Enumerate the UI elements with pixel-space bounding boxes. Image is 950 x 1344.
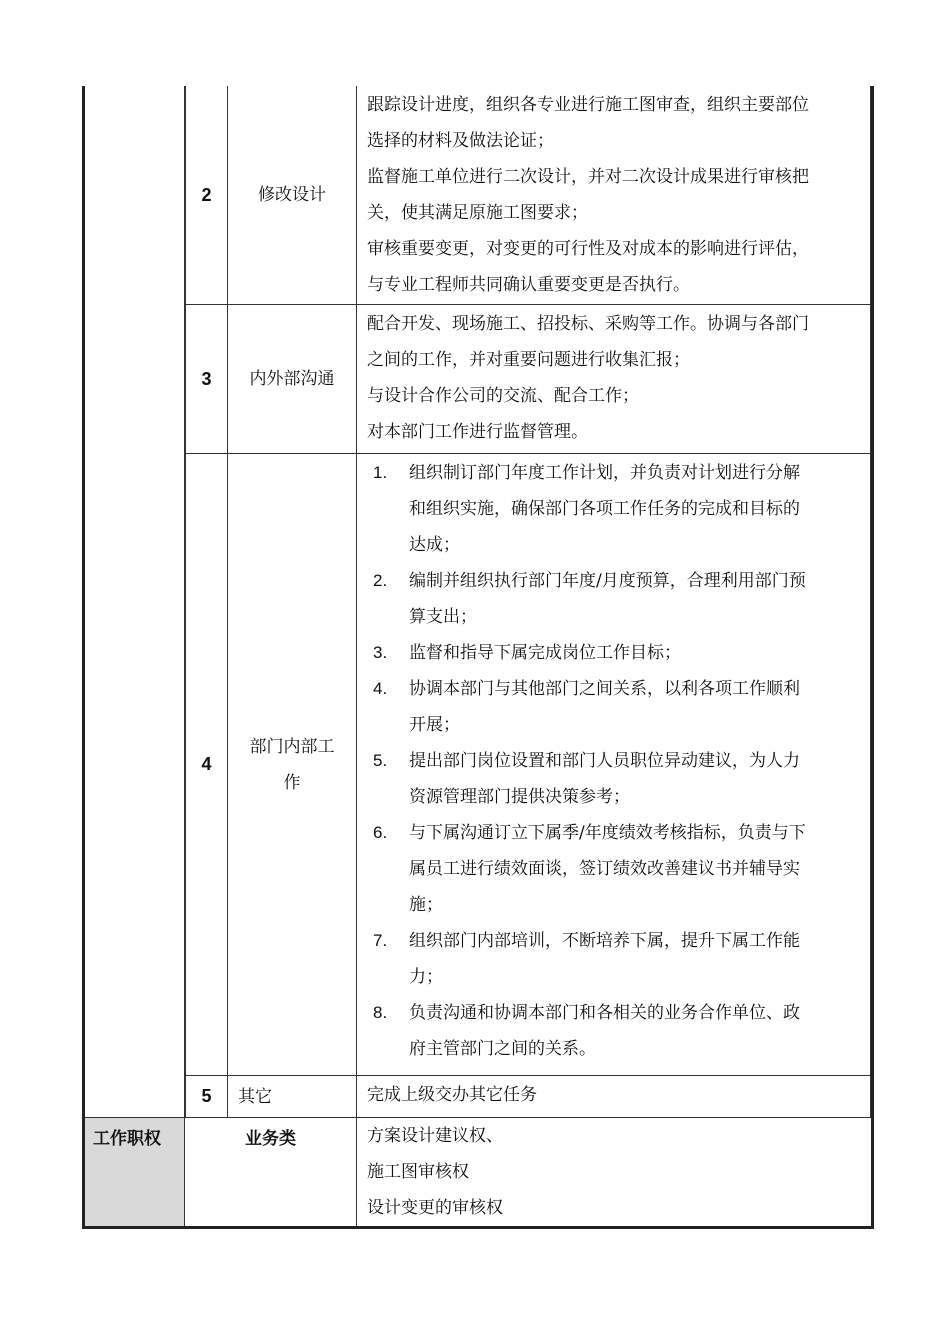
duty-list: [357, 455, 862, 1067]
list-item: 4. 协调本部门与其他部门之间关系，以利各项工作顺利 开展；: [373, 679, 800, 735]
row-task: [227, 453, 357, 1076]
content-line: 方案设计建议权、: [367, 1126, 503, 1146]
list-item: 7. 组织部门内部培训，不断培养下属，提升下属工作能 力；: [373, 931, 800, 987]
row-task: 内外部沟通: [227, 304, 357, 454]
content-line: 设计变更的审核权: [367, 1198, 503, 1218]
authority-label: 工作职权: [85, 1117, 185, 1226]
content-line: 跟踪设计进度，组织各专业进行施工图审查，组织主要部位: [367, 95, 809, 115]
list-item: 3. 监督和指导下属完成岗位工作目标；: [373, 643, 681, 663]
list-item: 8. 负责沟通和协调本部门和各相关的业务合作单位、政 府主管部门之间的关系。: [373, 1003, 800, 1059]
row-number: 2: [185, 86, 228, 305]
row-content: [356, 453, 871, 1076]
task-line: 作: [283, 772, 301, 793]
authority-category: 业务类: [184, 1117, 357, 1226]
content-line: 监督施工单位进行二次设计，并对二次设计成果进行审核把: [367, 167, 809, 187]
content-line: 之间的工作，并对重要问题进行收集汇报；: [367, 350, 690, 370]
content-line: 关，使其满足原施工图要求；: [367, 203, 588, 223]
row-content: [356, 304, 871, 454]
row-content: [356, 86, 871, 305]
row-number: 4: [185, 453, 228, 1076]
content-line: 审核重要变更，对变更的可行性及对成本的影响进行评估，: [367, 239, 809, 259]
task-line: 部门内部工: [249, 736, 335, 757]
row-number: 5: [185, 1075, 228, 1118]
content-line: 与专业工程师共同确认重要变更是否执行。: [367, 275, 690, 295]
row-number: 3: [185, 304, 228, 454]
content-line: 与设计合作公司的交流、配合工作；: [367, 386, 639, 406]
row-content: [356, 1075, 871, 1118]
content-line: 对本部门工作进行监督管理。: [367, 422, 588, 442]
row-task: 修改设计: [227, 86, 357, 305]
list-item: 1. 组织制订部门年度工作计划，并负责对计划进行分解 和组织实施，确保部门各项工作任务的完成和目标的 达成；: [373, 463, 800, 555]
content-line: 选择的材料及做法论证；: [367, 131, 554, 151]
list-item: 2. 编制并组织执行部门年度/月度预算，合理利用部门预 算支出；: [373, 571, 806, 627]
section-label-cell: [85, 86, 185, 1118]
row-task: 其它: [227, 1075, 357, 1118]
list-item: 5. 提出部门岗位设置和部门人员职位异动建议，为人力 资源管理部门提供决策参考；: [373, 751, 800, 807]
content-line: 完成上级交办其它任务: [367, 1085, 537, 1105]
list-item: 6. 与下属沟通订立下属季/年度绩效考核指标，负责与下 属员工进行绩效面谈，签订绩效改善建议书并辅导实 施；: [373, 823, 806, 915]
authority-content: [356, 1117, 871, 1226]
content-line: 配合开发、现场施工、招投标、采购等工作。协调与各部门: [367, 314, 809, 334]
content-line: 施工图审核权: [367, 1162, 469, 1182]
